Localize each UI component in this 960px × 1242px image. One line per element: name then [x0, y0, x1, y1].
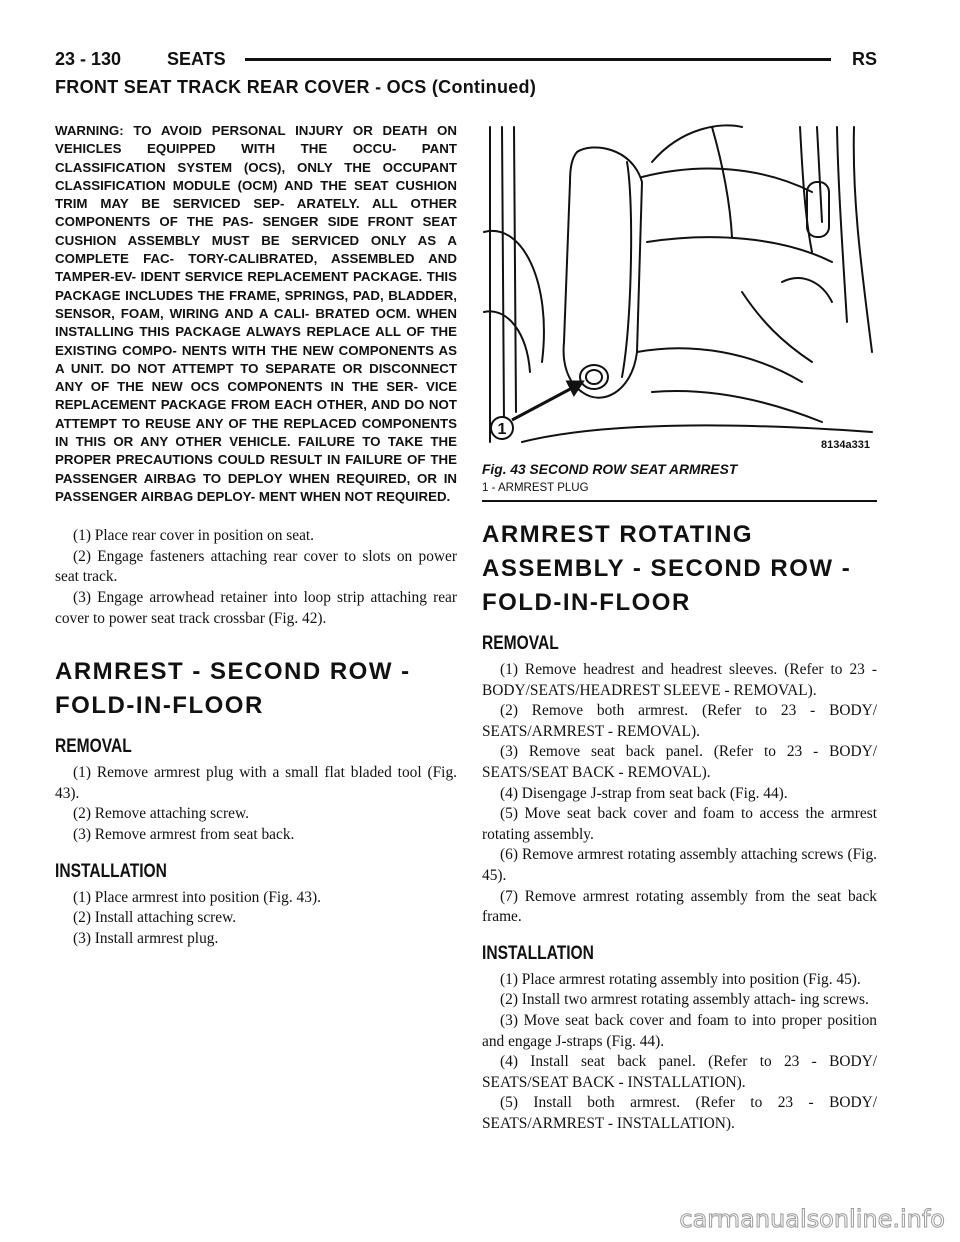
step: (1) Remove armrest plug with a small flat bladed tool (Fig. 43). — [55, 764, 457, 802]
armrest-installation-steps — [55, 888, 457, 950]
armrest-removal-heading: REMOVAL — [55, 736, 132, 758]
armrest-section-title — [55, 655, 457, 723]
step: (1) Remove headrest and headrest sleeves. (Refer to 23 - BODY/SEATS/HEADREST SLEEVE - REMOVAL). — [482, 661, 877, 699]
section-title-line: FOLD-IN-FLOOR — [55, 692, 264, 720]
section-title-line: ARMREST - SECOND ROW - — [55, 658, 411, 686]
watermark-text: carmanualsonline.info — [679, 1205, 945, 1233]
step: (4) Install seat back panel. (Refer to 23 - BODY/ SEATS/SEAT BACK - INSTALLATION). — [482, 1053, 877, 1091]
armrest-illustration — [482, 122, 877, 457]
step: (2) Remove attaching screw. — [73, 805, 249, 823]
armrest-figure — [482, 122, 877, 457]
step: (3) Install armrest plug. — [73, 929, 219, 947]
step: (3) Engage arrowhead retainer into loop strip attaching rear cover to power seat track crossbar (Fig. 42). — [55, 589, 457, 627]
step: (1) Place rear cover in position on seat. — [73, 527, 315, 545]
step: (3) Move seat back cover and foam to into proper position and engage J-straps (Fig. 44). — [482, 1011, 877, 1050]
rotating-section-title — [482, 518, 877, 620]
step: (6) Remove armrest rotating assembly attaching screws (Fig. 45). — [482, 846, 877, 884]
page-header — [55, 47, 877, 73]
figure-rule — [482, 500, 877, 502]
manual-code: RS — [851, 49, 877, 69]
track-install-steps — [55, 526, 457, 629]
step: (1) Place armrest into position (Fig. 43). — [73, 888, 321, 906]
continued-title: FRONT SEAT TRACK REAR COVER - OCS (Continued) — [55, 77, 537, 97]
step: (2) Install two armrest rotating assembly attach- ing screws. — [500, 991, 869, 1009]
rotating-removal-steps — [482, 660, 877, 928]
right-column — [482, 122, 877, 1134]
callout-number: 1 — [497, 421, 507, 438]
step: (1) Place armrest rotating assembly into position (Fig. 45). — [500, 970, 861, 988]
armrest-removal-steps — [55, 763, 457, 845]
rotating-installation-steps — [482, 970, 877, 1135]
step: (2) Install attaching screw. — [73, 909, 237, 927]
step: (5) Move seat back cover and foam to access the armrest rotating assembly. — [482, 805, 877, 843]
section-name: SEATS — [167, 49, 226, 69]
warning-text: WARNING: TO AVOID PERSONAL INJURY OR DEATH ON VEHICLES EQUIPPED WITH THE OCCU- PANT CLASSIFICATION SYSTEM (OCS), ONLY THE OCCUPANT CLASSIFICATION MODULE (OCM) AND THE SEAT CUSHION TRIM MAY BE SERVICED SEP- ARATELY. ALL OTHER COMPONENTS OF THE PAS- SENGER SIDE FRONT SEAT CUSHION ASSEMBLY MUST BE SERVICED ONLY AS A COMPLETE FAC- TORY-CALIBRATED, ASSEMBLED AND TAMPER-EV- IDENT SERVICE REPLACEMENT PACKAGE. THIS PACKAGE INCLUDES THE FRAME, SPRINGS, PAD, BLADDER, SENSOR, FOAM, WIRING AND A CALI- BRATED OCM. WHEN INSTALLING THIS PACKAGE ALWAYS REPLACE ALL OF THE EXISTING COMPO- NENTS WITH THE NEW COMPONENTS AS A UNIT. DO NOT ATTEMPT TO SEPARATE OR DISCONNECT ANY OF THE NEW OCS COMPONENTS IN THE SER- VICE REPLACEMENT PACKAGE FROM EACH OTHER, AND DO NOT ATTEMPT TO REUSE ANY OF THE REPLACED COMPONENTS IN THIS OR ANY OTHER VEHICLE. FAILURE TO TAKE THE PROPER PRECAUTIONS COULD RESULT IN FAILURE OF THE PASSENGER AIRBAG TO DEPLOY WHEN REQUIRED, OR IN PASSENGER AIRBAG DEPLOY- MENT WHEN NOT REQUIRED. — [55, 123, 457, 504]
section-title-line: FOLD-IN-FLOOR — [482, 589, 691, 616]
step: (2) Remove both armrest. (Refer to 23 - BODY/ SEATS/ARMREST - REMOVAL). — [482, 702, 877, 740]
left-column — [55, 122, 457, 949]
step: (2) Engage fasteners attaching rear cover to slots on power seat track. — [55, 547, 457, 586]
figure-legend: 1 - ARMREST PLUG — [482, 482, 589, 494]
figure-caption: Fig. 43 SECOND ROW SEAT ARMREST — [482, 462, 738, 477]
rotating-removal-heading: REMOVAL — [482, 633, 559, 654]
rotating-installation-heading: INSTALLATION — [482, 942, 594, 964]
section-title-line: ARMREST ROTATING — [482, 521, 754, 548]
header-rule — [245, 58, 831, 61]
step: (3) Remove armrest from seat back. — [73, 825, 295, 843]
watermark — [640, 1200, 950, 1236]
step: (4) Disengage J-strap from seat back (Fig. 44). — [500, 784, 788, 802]
armrest-installation-heading: INSTALLATION — [55, 860, 167, 882]
page-number: 23 - 130 — [55, 49, 122, 69]
step: (7) Remove armrest rotating assembly from the seat back frame. — [482, 887, 877, 926]
image-code: 8134a331 — [821, 439, 870, 451]
section-title-line: ASSEMBLY - SECOND ROW - — [482, 555, 852, 582]
step: (3) Remove seat back panel. (Refer to 23 - BODY/ SEATS/SEAT BACK - REMOVAL). — [482, 743, 877, 781]
step: (5) Install both armrest. (Refer to 23 - BODY/ SEATS/ARMREST - INSTALLATION). — [482, 1094, 877, 1132]
